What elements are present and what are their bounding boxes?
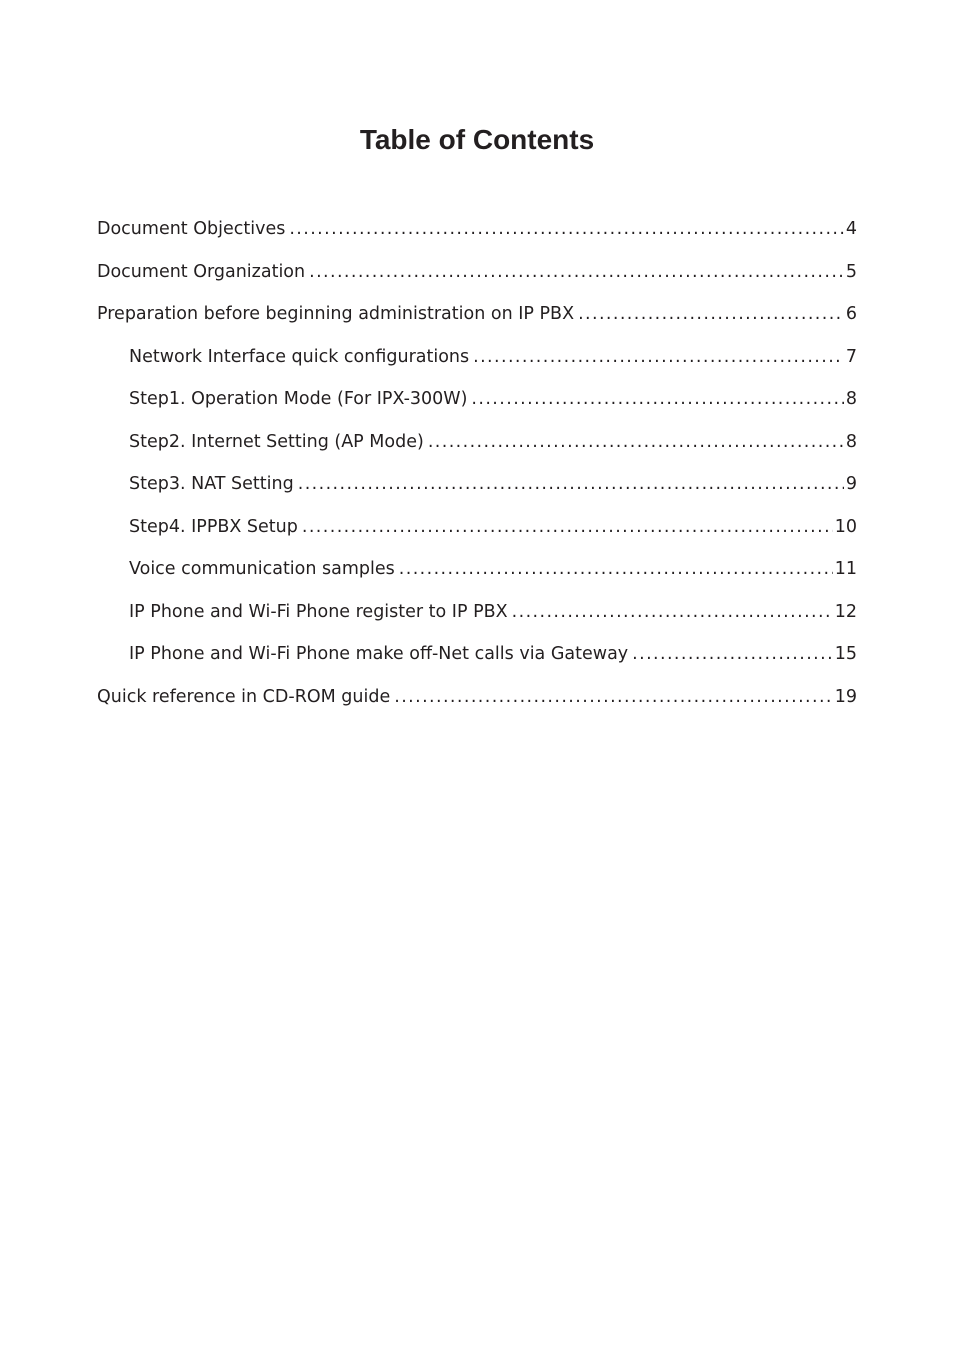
toc-entry-page-number: 19 — [834, 686, 857, 707]
toc-entry[interactable] — [97, 210, 857, 253]
toc-subentry[interactable] — [97, 508, 857, 551]
toc-entry-label: Network Interface quick configurations — [129, 346, 470, 367]
toc-subentry[interactable] — [97, 550, 857, 593]
toc-entry-label: Preparation before beginning administration on IP PBX — [97, 304, 575, 324]
dot-leader — [298, 465, 844, 503]
page-title: Table of Contents — [359, 124, 595, 155]
dot-leader — [289, 210, 844, 248]
dot-leader — [473, 338, 844, 376]
toc-entry-page-number: 4 — [845, 219, 857, 239]
toc-subentry[interactable] — [97, 593, 857, 636]
dot-leader — [394, 678, 832, 716]
toc-entry-page-number: 11 — [834, 559, 857, 579]
toc-entry-page-number: 15 — [834, 644, 857, 664]
toc-entry-page-number: 12 — [834, 601, 857, 622]
dot-leader — [399, 550, 833, 588]
toc-entry-label: Step1. Operation Mode (For IPX-300W) — [129, 389, 468, 409]
toc-subentry[interactable] — [97, 465, 857, 508]
toc-entry-label: Step2. Internet Setting (AP Mode) — [129, 431, 424, 452]
dot-leader — [512, 593, 833, 631]
toc-entry-page-number: 6 — [845, 304, 857, 324]
toc-entry-label: Step4. IPPBX Setup — [129, 516, 298, 537]
toc-subentry[interactable] — [97, 338, 857, 381]
toc-entry-page-number: 10 — [834, 516, 857, 537]
toc-subentry[interactable] — [97, 380, 857, 423]
toc-entry-page-number: 7 — [845, 346, 857, 367]
toc-entry-label: Quick reference in CD-ROM guide — [97, 686, 391, 707]
toc-entry-label: IP Phone and Wi-Fi Phone register to IP PBX — [129, 601, 508, 622]
toc-entry[interactable] — [97, 295, 857, 338]
toc-entry-page-number: 8 — [845, 389, 857, 409]
toc-entry-label: IP Phone and Wi-Fi Phone make off-Net calls via Gateway — [129, 644, 629, 664]
dot-leader — [471, 380, 843, 418]
toc-entry-page-number: 8 — [845, 431, 857, 452]
toc-subentry[interactable] — [97, 635, 857, 678]
dot-leader — [578, 295, 844, 333]
toc-list — [97, 210, 857, 720]
toc-subentry[interactable] — [97, 423, 857, 466]
toc-entry-label: Document Organization — [97, 261, 306, 282]
dot-leader — [302, 508, 833, 546]
toc-entry-label: Step3. NAT Setting — [129, 474, 294, 494]
toc-entry[interactable] — [97, 253, 857, 296]
toc-entry-label: Document Objectives — [97, 219, 286, 239]
dot-leader — [309, 253, 844, 291]
dot-leader — [632, 635, 833, 673]
toc-entry-label: Voice communication samples — [129, 559, 395, 579]
dot-leader — [428, 423, 844, 461]
toc-entry-page-number: 9 — [845, 474, 857, 494]
toc-entry[interactable] — [97, 678, 857, 721]
toc-entry-page-number: 5 — [845, 261, 857, 282]
